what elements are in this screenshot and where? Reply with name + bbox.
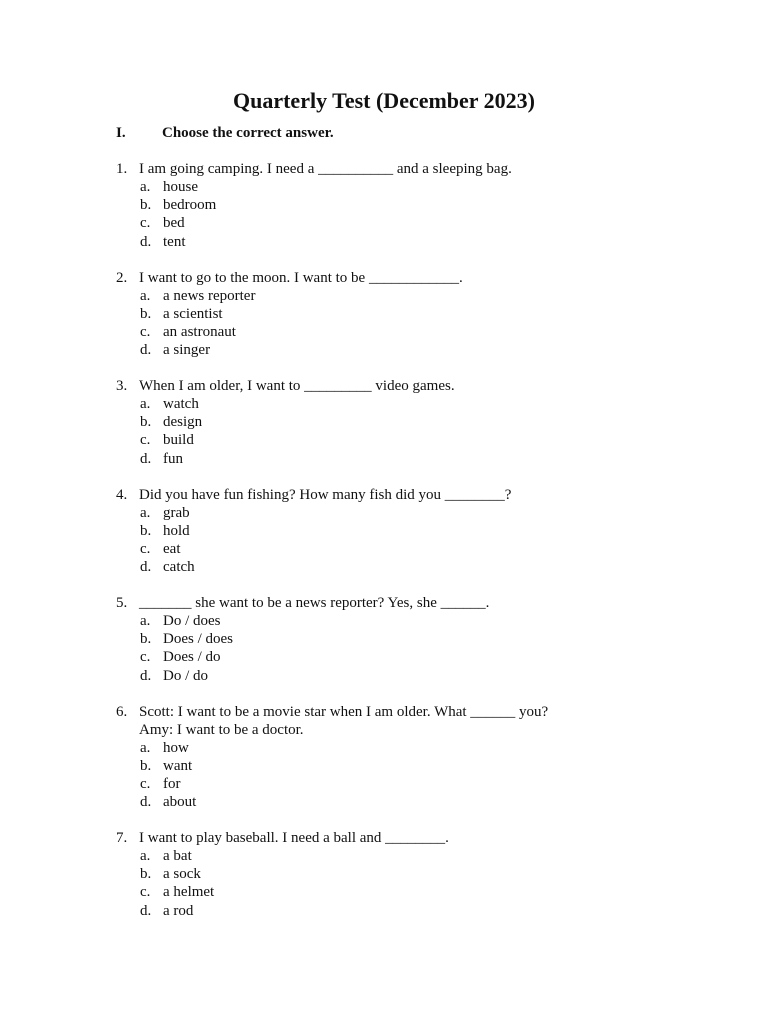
question — [116, 486, 716, 595]
question-number: 1. — [116, 161, 128, 177]
question-text: Amy: I want to be a doctor. — [139, 721, 304, 738]
question-stem — [116, 377, 716, 395]
question-number: 5. — [116, 595, 128, 611]
option-letter: b. — [140, 522, 152, 539]
option-text: catch — [163, 559, 195, 576]
option-text: Does / do — [163, 649, 221, 666]
question — [116, 703, 716, 830]
option-letter: c. — [140, 884, 151, 901]
option-letter: b. — [140, 866, 152, 883]
option-letter: c. — [140, 323, 151, 340]
answer-option — [116, 775, 716, 793]
option-letter: d. — [140, 559, 152, 576]
question-number: 6. — [116, 703, 128, 720]
question-text: When I am older, I want to _________ video games. — [139, 378, 455, 394]
question-list — [116, 160, 716, 938]
option-letter: b. — [140, 197, 152, 214]
question-number: 3. — [116, 378, 128, 394]
question — [116, 377, 716, 486]
option-letter: c. — [140, 775, 151, 792]
option-text: a rod — [163, 902, 194, 919]
option-letter: b. — [140, 631, 152, 648]
question — [116, 829, 716, 938]
option-text: a bat — [163, 848, 192, 864]
option-letter: b. — [140, 305, 152, 322]
question-stem — [116, 703, 716, 721]
option-text: a news reporter — [163, 287, 256, 304]
question — [116, 160, 716, 269]
option-letter: a. — [140, 287, 151, 304]
option-letter: a. — [140, 396, 151, 412]
option-text: bedroom — [163, 197, 217, 214]
answer-option — [116, 902, 716, 920]
option-letter: a. — [140, 613, 151, 629]
answer-option — [116, 287, 716, 305]
question-stem-continued — [116, 721, 716, 739]
question-stem — [116, 829, 716, 847]
answer-option — [116, 667, 716, 685]
answer-option — [116, 793, 716, 811]
option-letter: d. — [140, 342, 152, 359]
answer-option — [116, 196, 716, 214]
option-text: fun — [163, 450, 183, 467]
question-stem — [116, 486, 716, 504]
option-text: a scientist — [163, 305, 223, 322]
answer-option — [116, 214, 716, 232]
answer-option — [116, 648, 716, 666]
option-letter: a. — [140, 739, 151, 756]
option-text: Do / does — [163, 613, 221, 629]
option-text: tent — [163, 233, 186, 250]
option-text: grab — [163, 504, 190, 521]
answer-option — [116, 450, 716, 468]
answer-option — [116, 431, 716, 449]
page-title: Quarterly Test (December 2023) — [232, 88, 536, 113]
option-text: house — [163, 179, 198, 195]
option-text: bed — [163, 215, 185, 232]
option-text: Does / does — [163, 631, 233, 648]
option-text: a singer — [163, 342, 211, 359]
question-stem — [116, 594, 716, 612]
option-letter: d. — [140, 667, 152, 684]
option-letter: b. — [140, 757, 152, 774]
question-number: 7. — [116, 830, 128, 846]
option-text: about — [163, 794, 197, 811]
option-letter: d. — [140, 902, 152, 919]
option-text: Do / do — [163, 667, 208, 684]
question-text: I want to go to the moon. I want to be ____________. — [139, 269, 463, 286]
section-heading — [116, 124, 334, 142]
option-letter: c. — [140, 432, 151, 449]
option-letter: d. — [140, 450, 152, 467]
option-text: eat — [163, 540, 181, 557]
option-text: watch — [163, 396, 199, 412]
answer-option — [116, 540, 716, 558]
answer-option — [116, 522, 716, 540]
answer-option — [116, 865, 716, 883]
question-text: I am going camping. I need a __________ and a sleeping bag. — [139, 161, 512, 177]
answer-option — [116, 630, 716, 648]
question-text: Scott: I want to be a movie star when I am older. What ______ you? — [139, 703, 549, 720]
option-text: for — [163, 775, 181, 792]
option-text: a helmet — [163, 884, 215, 901]
answer-option — [116, 883, 716, 901]
option-text: want — [163, 757, 193, 774]
question-text: I want to play baseball. I need a ball and ________. — [139, 830, 449, 846]
question-number: 4. — [116, 486, 128, 503]
question-stem — [116, 269, 716, 287]
option-letter: a. — [140, 179, 151, 195]
option-letter: b. — [140, 414, 152, 431]
answer-option — [116, 558, 716, 576]
answer-option — [116, 504, 716, 522]
option-letter: c. — [140, 215, 151, 232]
question — [116, 594, 716, 703]
option-text: build — [163, 432, 194, 449]
answer-option — [116, 305, 716, 323]
section-instruction: Choose the correct answer. — [162, 125, 334, 141]
answer-option — [116, 178, 716, 196]
option-text: design — [163, 414, 203, 431]
question-text: _______ she want to be a news reporter? Yes, she ______. — [139, 595, 490, 611]
option-letter: d. — [140, 233, 152, 250]
question-text: Did you have fun fishing? How many fish did you ________? — [139, 486, 512, 503]
answer-option — [116, 395, 716, 413]
question-stem — [116, 160, 716, 178]
answer-option — [116, 757, 716, 775]
option-text: hold — [163, 522, 190, 539]
answer-option — [116, 612, 716, 630]
option-text: a sock — [163, 866, 201, 883]
option-letter: d. — [140, 794, 152, 811]
option-letter: a. — [140, 848, 151, 864]
answer-option — [116, 739, 716, 757]
answer-option — [116, 413, 716, 431]
answer-option — [116, 341, 716, 359]
option-letter: c. — [140, 540, 151, 557]
answer-option — [116, 323, 716, 341]
section-number: I. — [116, 125, 126, 141]
option-text: how — [163, 739, 189, 756]
question — [116, 269, 716, 378]
option-letter: c. — [140, 649, 151, 666]
answer-option — [116, 847, 716, 865]
option-letter: a. — [140, 504, 151, 521]
answer-option — [116, 233, 716, 251]
option-text: an astronaut — [163, 323, 236, 340]
question-number: 2. — [116, 269, 128, 286]
